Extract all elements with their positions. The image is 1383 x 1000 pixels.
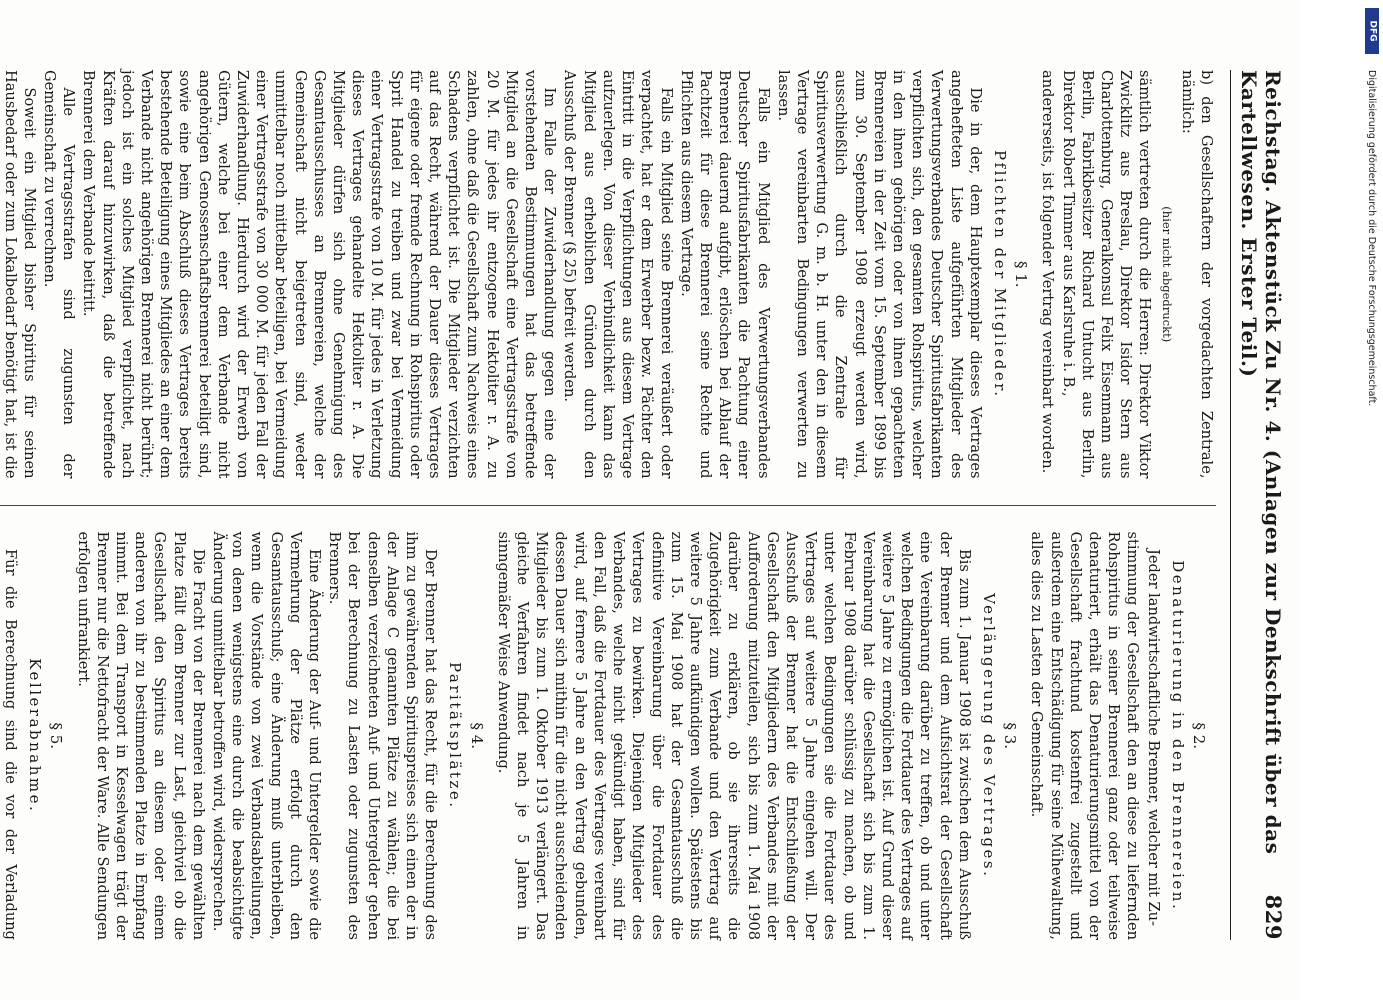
- running-head-title: Reichstag. Aktenstück Zu Nr. 4. (Anlagen zur Denkschrift über das Kartellwesen. Erster Teil.): [1237, 70, 1285, 855]
- section-number: § 3.: [1001, 722, 1020, 750]
- paragraph: Falls ein Mitglied seine Brennerei veräußert oder verpachtet, hat er dem Erwerber bezw. Pächter den Eintritt in die Verpflichtungen aus diesem Vertrage aufzuerlegen. Von dieser Verbindlichkeit kann das Mitglied aus erheblichen Gründen durch den Ausschuß der Brenner (§ 25) befreit werden.: [561, 70, 675, 479]
- section-title: Pflichten der Mitglieder.: [990, 149, 1009, 399]
- paragraph: stimmung der Gesellschaft den an diese zu liefernden Rohspiritus in seiner Brennerei ganz oder teilweise denaturiert, erhält das Denaturierungsmittel von der Gesellschaft frachtund kostenfrei zugestellt und außerdem eine Entschädigung für seine Mühewaltung, alles dies zu Lasten der Gemeinschaft.: [1028, 531, 1142, 940]
- dfg-logo: [1365, 8, 1379, 54]
- section-number: § 2.: [1190, 722, 1208, 750]
- left-column: [0, 70, 1216, 479]
- paragraph: andererseits, ist folgender Vertrag vereinbart worden.: [1039, 70, 1057, 474]
- paragraph: b) den Gesellschaftern der vorgedachten Zentrale, nämlich:: [1178, 70, 1215, 479]
- paragraph: Alle Vertragsstrafen sind zugunsten der Gemeinschaft zu verrechnen.: [41, 70, 78, 479]
- paragraph: Bis zum 1. Januar 1908 ist zwischen dem Ausschuß der Brenner und dem Aufsichtsrat der Gesellschaft eine Vereinbarung darüber zu treffen, ob und unter welchen Bedingungen die Fortdauer des Vertrages auf weitere 5 Jahre zu ermöglichen ist. Auf Grund dieser Vereinbarung hat die Gesellschaft sich bis zum 1. Februar 1908 darüber schlüssig zu machen, ob und unter welchen Bedingungen sie die Fortdauer des Vertrages auf weitere 5 Jahre eingehen will. Der Ausschuß der Brenner hat die Entschließung der Gesellschaft den Mitgliedern des Verbandes mit der Aufforderung mitzuteilen, sich bis zum 1. Mai 1908 darüber zu erklären, ob sie ihrerseits die Zugehörigkeit zum Verbande und den Vertrag auf weitere 5 Jahre aufkündigen wollen. Spätestens bis zum 15. Mai 1908 hat der Gesamtausschuß die definitive Vereinbarung über die Fortdauer des Vertrages zu bewirken. Diejenigen Mitglieder des Verbandes, welche nicht gekündigt haben, sind für den Fall, daß die Fortdauer des Vertrages vereinbart wird, auf fernere 5 Jahre an den Vertrag gebunden, dessen Dauer sich mithin für die nicht ausscheidenden Mitglieder bis zum 1. Oktober 1913 verlängert. Das gleiche Verfahren findet nach je 5 Jahren in sinngemäßer Weise Anwendung.: [494, 531, 973, 940]
- section-number: § 5.: [47, 722, 66, 750]
- text-columns: [0, 70, 1216, 940]
- editorial-note: (hier nicht abgedruckt): [1159, 206, 1174, 343]
- paragraph: Eine Änderung der Auf- und Untergelder sowie die Vermehrung der Plätze erfolgt durch den Gesamtausschuß; eine Änderung muß unterbleiben, wenn die Vorstände von zwei Verbandsabteilungen, von denen wenigstens eine durch die beabsichtigte Änderung unmittelbar betroffen wird, widersprechen.: [210, 531, 324, 940]
- section-title: Verlängerung des Vertrages.: [979, 593, 998, 879]
- paragraph: Der Brenner hat das Recht, für die Berechnung des ihm zu gewährenden Spirituspreises sich einen der in der Anlage C genannten Plätze zu wählen; die bei denselben verzeichneten Auf- und Untergelder gehen bei der Berechnung zu Lasten oder zugunsten des Brenners.: [326, 531, 440, 940]
- dfg-logo-text: DFG: [1367, 20, 1378, 42]
- paragraph: sämtlich vertreten durch die Herren: Direktor Viktor Zwicklitz aus Breslau, Direktor Isidor Stern aus Charlottenburg, Generalkonsul Felix Eisenmann aus Berlin, Fabrikbesitzer Richard Untucht aus Berlin, Direktor Robert Timmer aus Karlsruhe i. B.,: [1059, 70, 1154, 479]
- paragraph: Für die Berechnung sind die vor der Verladung: [2, 549, 20, 940]
- section-title: Kellerabnahme.: [26, 658, 45, 814]
- paragraph: Falls ein Mitglied des Verwertungsverbandes Deutscher Spiritusfabrikanten die Pachtung einer Brennerei dauernd aufgibt, erlöschen bei Ablauf der Pachtzeit für diese Brennerei seine Rechte und Pflichten aus diesem Vertrage.: [677, 70, 772, 479]
- paragraph: Jeder landwirtschaftliche Brenner, welcher mit Zu-: [1144, 549, 1162, 926]
- section-number: § 1.: [1012, 260, 1031, 288]
- section-title: Paritätsplätze.: [446, 662, 465, 810]
- section-number: § 4.: [467, 722, 486, 750]
- paragraph: Soweit ein Mitglied bisher Spiritus für seinen Hausbedarf oder zum Lokalbedarf benötigt hat, ist die: [1, 70, 38, 479]
- right-column: [0, 532, 1216, 941]
- digitization-note: Digitalisierung gefördert durch die Deutsche Forschungsgemeinschaft.: [1366, 70, 1377, 407]
- running-head: [1230, 70, 1286, 940]
- section-title: Denaturierung in den Brennereien.: [1168, 560, 1187, 912]
- paragraph: Die in der, dem Hauptexemplar dieses Vertrages angehefteten Liste aufgeführten Mitglieder des Verwertungsverbandes Deutscher Spiritusfabrikanten verpflichten sich, den gesamten Rohspiritus, welcher in den ihnen gehörigen oder von ihnen gepachteten Brennereien in der Zeit vom 15. September 1899 bis zum 30. September 1908 erzeugt werden wird, ausschließlich durch die Zentrale für Spiritusverwertung G. m. b. H. unter den in diesem Vertrage vereinbarten Bedingungen verwerten zu lassen.: [774, 70, 984, 479]
- column-divider: [0, 505, 1216, 506]
- paragraph: Die Fracht von der Brennerei nach dem gewählten Platze fällt dem Brenner zur Last, gleichviel ob die Gesellschaft den Spiritus an diesem oder einem anderen von ihr zu bestimmenden Platze in Empfang nimmt. Bei dem Transport in Kesselwagen trägt der Brenner nur die Nettofracht der Ware. Alle Sendungen erfolgen unfrankiert.: [74, 531, 207, 940]
- paragraph: Im Falle der Zuwiderhandlung gegen eine der vorstehenden Bestimmungen hat das betreffende Mitglied an die Gesellschaft eine Vertragsstrafe von 20 M. für jedes ihr entzogene Hektoliter r. A. zu zahlen, ohne daß die Gesellschaft zum Nachweis eines Schadens verpflichtet ist. Die Mitglieder verzichten auf das Recht, während der Dauer dieses Vertrages für eigene oder fremde Rechnung in Rohspiritus oder Sprit Handel zu treiben und zwar bei Vermeidung einer Vertragsstrafe von 10 M. für jedes in Verletzung dieses Vertrages gehandelte Hektoliter r. A. Die Mitglieder dürfen sich ohne Genehmigung des Gesamtausschusses an Brennereien, welche der Gemeinschaft nicht beigetreten sind, weder unmittelbar noch mittelbar beteiligen, bei Vermeidung einer Vertragsstrafe von 30 000 M. für jeden Fall der Zuwiderhandlung. Hierdurch wird der Erwerb von Gütern, welche bei einer dem Verbande nicht angehörigen Genossenschaftsbrennerei beteiligt sind, sowie eine beim Abschluß dieses Vertrages bereits bestehende Beteiligung eines Mitgliedes an einer dem Verbande nicht angehörigen Brennerei nicht berührt; jedoch ist ein solches Mitglied verpflichtet, nach Kräften darauf hinzuwirken, daß die betreffende Brennerei dem Verbande beitritt.: [80, 70, 559, 479]
- page-number: 829: [1261, 894, 1286, 940]
